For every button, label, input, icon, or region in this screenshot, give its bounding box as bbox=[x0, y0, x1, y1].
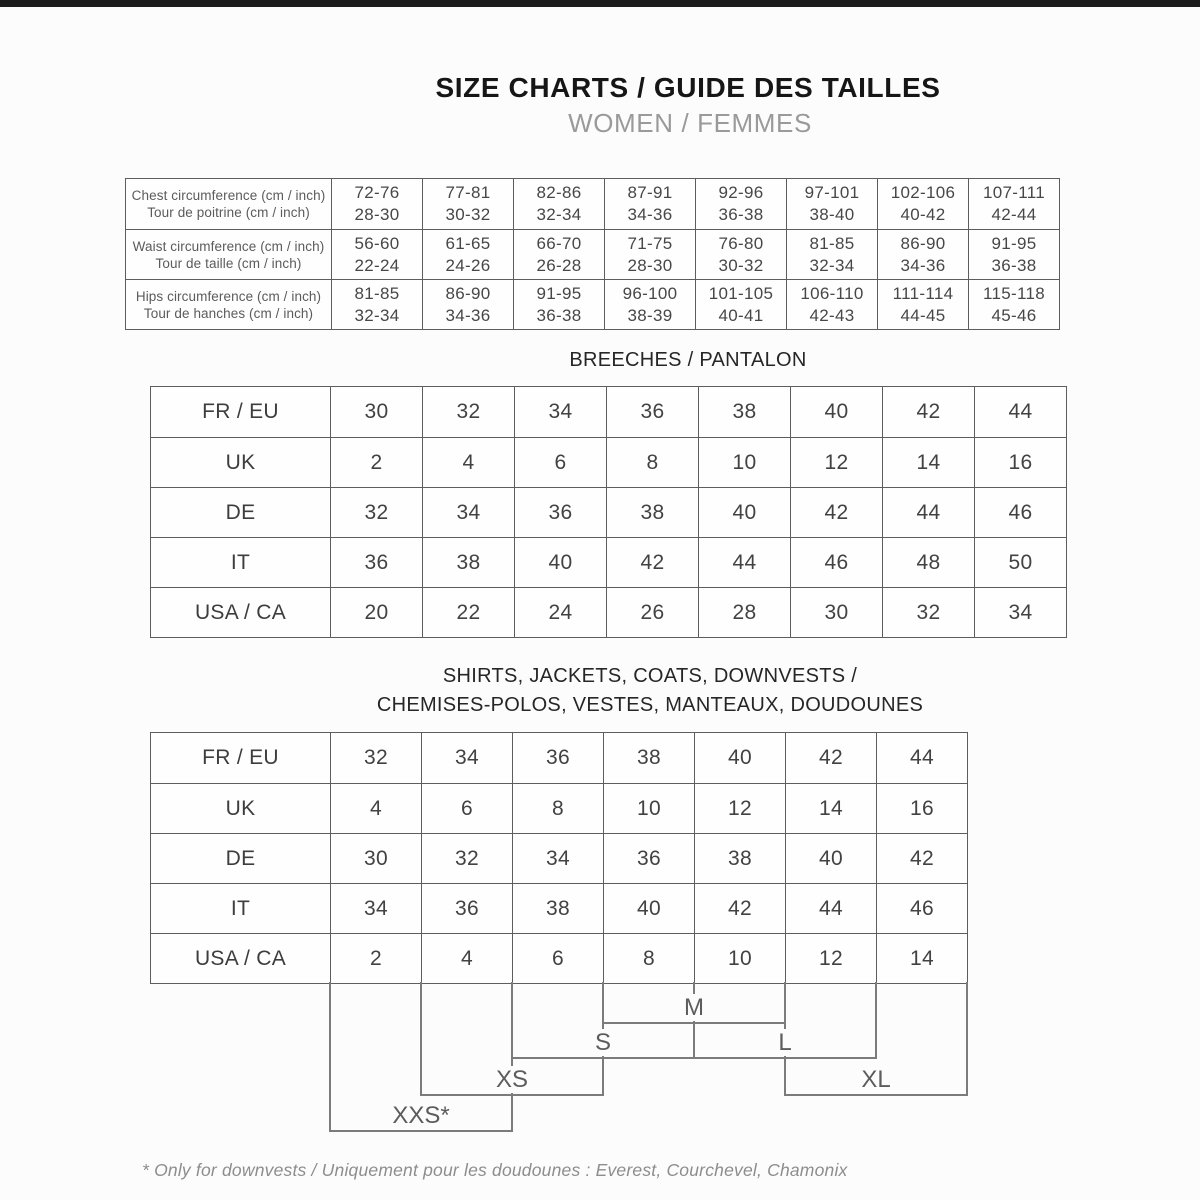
size-row-label bbox=[151, 437, 330, 487]
size-value-cell bbox=[876, 733, 967, 783]
size-row-label bbox=[151, 537, 330, 587]
measurement-label-fr: Tour de hanches (cm / inch) bbox=[143, 305, 314, 321]
range-cm: 66-70 bbox=[536, 233, 582, 253]
size-value-cell bbox=[512, 933, 603, 983]
size-value-cell bbox=[785, 883, 876, 933]
size-value-cell bbox=[514, 537, 606, 587]
size-value: 42 bbox=[916, 400, 941, 423]
size-value: 14 bbox=[819, 796, 843, 820]
measurement-row-label bbox=[126, 179, 331, 229]
range-cm: 101-105 bbox=[708, 283, 774, 303]
measurement-range-cell bbox=[422, 229, 513, 279]
size-value-cell bbox=[882, 437, 974, 487]
size-value-cell bbox=[422, 537, 514, 587]
size-value: 44 bbox=[732, 550, 757, 574]
range-inch: 42-43 bbox=[809, 305, 855, 325]
range-inch: 28-30 bbox=[354, 205, 400, 224]
size-value-cell bbox=[785, 833, 876, 883]
range-cm: 86-90 bbox=[445, 283, 491, 303]
size-value: 34 bbox=[456, 500, 481, 524]
size-value-cell bbox=[974, 587, 1066, 637]
size-value: 30 bbox=[364, 846, 388, 870]
range-cm: 86-90 bbox=[900, 233, 946, 253]
size-value: 8 bbox=[643, 946, 655, 970]
size-value: 32 bbox=[916, 600, 941, 624]
size-value-cell bbox=[785, 733, 876, 783]
measurement-range-cell bbox=[695, 229, 786, 279]
size-value-cell bbox=[974, 387, 1066, 437]
range-cm: 87-91 bbox=[627, 183, 673, 202]
size-value: 34 bbox=[455, 746, 479, 769]
size-value-cell bbox=[422, 587, 514, 637]
range-inch: 30-32 bbox=[718, 255, 764, 275]
range-inch: 24-26 bbox=[445, 255, 491, 275]
measurement-range-cell bbox=[877, 179, 968, 229]
range-cm: 96-100 bbox=[622, 283, 678, 303]
size-value: 46 bbox=[1008, 500, 1033, 524]
breeches-size-table bbox=[150, 386, 1067, 638]
range-cm: 82-86 bbox=[536, 183, 582, 202]
range-inch: 36-38 bbox=[718, 205, 764, 224]
range-inch: 28-30 bbox=[627, 255, 673, 275]
size-value: 38 bbox=[728, 846, 752, 870]
measurement-range-cell bbox=[331, 279, 422, 329]
size-value: 40 bbox=[819, 846, 843, 870]
size-value-cell bbox=[790, 437, 882, 487]
size-value-cell bbox=[698, 437, 790, 487]
range-cm: 81-85 bbox=[354, 283, 400, 303]
region-label: IT bbox=[230, 896, 251, 920]
size-value: 32 bbox=[455, 846, 479, 870]
size-value: 44 bbox=[916, 500, 941, 524]
size-value: 10 bbox=[637, 796, 661, 820]
bracket-drop-line bbox=[875, 982, 877, 1059]
size-value-cell bbox=[330, 783, 421, 833]
size-label-xl: XL bbox=[854, 1066, 897, 1093]
size-value-cell bbox=[421, 783, 512, 833]
size-label-xs: XS bbox=[489, 1066, 535, 1093]
size-row-label bbox=[151, 833, 330, 883]
measurement-range-cell bbox=[695, 179, 786, 229]
size-value-cell bbox=[512, 733, 603, 783]
measurement-label-fr: Tour de taille (cm / inch) bbox=[155, 255, 302, 271]
shirts-heading-line2: CHEMISES-POLOS, VESTES, MANTEAUX, DOUDOUNES bbox=[376, 694, 924, 716]
size-value-cell bbox=[606, 437, 698, 487]
size-value: 20 bbox=[364, 600, 389, 624]
measurement-row-label bbox=[126, 229, 331, 279]
size-value: 34 bbox=[548, 400, 573, 423]
size-value-cell bbox=[330, 933, 421, 983]
size-value: 6 bbox=[461, 796, 473, 820]
range-inch: 32-34 bbox=[809, 255, 855, 275]
range-cm: 91-95 bbox=[991, 233, 1037, 253]
measurement-range-cell bbox=[331, 229, 422, 279]
size-value: 24 bbox=[548, 600, 573, 624]
region-label: UK bbox=[225, 450, 256, 474]
size-value: 38 bbox=[732, 400, 757, 423]
size-value: 16 bbox=[910, 796, 934, 820]
region-label: FR / EU bbox=[202, 746, 279, 769]
size-value-cell bbox=[882, 487, 974, 537]
size-value: 36 bbox=[637, 846, 661, 870]
size-value: 44 bbox=[1008, 400, 1033, 423]
range-cm: 92-96 bbox=[718, 183, 764, 202]
size-value: 40 bbox=[548, 550, 573, 574]
range-cm: 77-81 bbox=[445, 183, 491, 202]
size-value: 6 bbox=[554, 450, 567, 474]
range-inch: 22-24 bbox=[354, 255, 400, 275]
size-value-cell bbox=[514, 437, 606, 487]
size-value-cell bbox=[790, 587, 882, 637]
measurement-range-cell bbox=[786, 179, 877, 229]
page-title: SIZE CHARTS / GUIDE DES TAILLES bbox=[435, 72, 941, 103]
size-value-cell bbox=[603, 933, 694, 983]
breeches-section-heading: BREECHES / PANTALON bbox=[569, 349, 807, 371]
measurement-range-cell bbox=[513, 229, 604, 279]
measurement-range-cell bbox=[968, 229, 1059, 279]
size-value-cell bbox=[606, 537, 698, 587]
size-value-cell bbox=[876, 783, 967, 833]
range-inch: 40-41 bbox=[718, 305, 764, 325]
size-value: 14 bbox=[910, 946, 934, 970]
measurement-range-cell bbox=[513, 279, 604, 329]
size-value-cell bbox=[603, 883, 694, 933]
size-value: 32 bbox=[364, 500, 389, 524]
size-value: 26 bbox=[640, 600, 665, 624]
size-value: 22 bbox=[456, 600, 481, 624]
size-row-label bbox=[151, 733, 330, 783]
size-value-cell bbox=[790, 387, 882, 437]
size-value: 4 bbox=[461, 946, 473, 970]
shirts-size-table bbox=[150, 732, 968, 984]
size-value: 10 bbox=[732, 450, 757, 474]
range-cm: 81-85 bbox=[809, 233, 855, 253]
size-value: 50 bbox=[1008, 550, 1033, 574]
size-row-label bbox=[151, 883, 330, 933]
size-value: 36 bbox=[640, 400, 665, 423]
size-value: 42 bbox=[819, 746, 843, 769]
size-value: 40 bbox=[824, 400, 849, 423]
size-value-cell bbox=[330, 537, 422, 587]
size-value: 36 bbox=[455, 896, 479, 920]
size-value-cell bbox=[330, 437, 422, 487]
size-row-label bbox=[151, 587, 330, 637]
measurement-range-cell bbox=[877, 229, 968, 279]
size-value: 4 bbox=[370, 796, 382, 820]
range-cm: 97-101 bbox=[804, 183, 860, 202]
measurement-row-label bbox=[126, 279, 331, 329]
size-label-l: L bbox=[771, 1029, 798, 1056]
size-value: 42 bbox=[728, 896, 752, 920]
size-value-cell bbox=[876, 833, 967, 883]
size-value: 2 bbox=[370, 946, 382, 970]
measurement-label-en: Chest circumference (cm / inch) bbox=[131, 188, 326, 203]
range-cm: 71-75 bbox=[627, 233, 673, 253]
range-cm: 72-76 bbox=[354, 183, 400, 202]
size-value: 34 bbox=[364, 896, 388, 920]
size-value-cell bbox=[421, 733, 512, 783]
size-value-cell bbox=[785, 783, 876, 833]
size-value-cell bbox=[330, 733, 421, 783]
size-value-cell bbox=[421, 833, 512, 883]
size-value-cell bbox=[512, 833, 603, 883]
size-value-cell bbox=[330, 587, 422, 637]
region-label: FR / EU bbox=[202, 400, 279, 423]
size-value-cell bbox=[790, 487, 882, 537]
size-value: 36 bbox=[546, 746, 570, 769]
size-value: 36 bbox=[548, 500, 573, 524]
size-label-s: S bbox=[588, 1029, 618, 1056]
range-inch: 34-36 bbox=[900, 255, 946, 275]
size-value-cell bbox=[698, 537, 790, 587]
bracket-span-line bbox=[693, 1057, 877, 1059]
size-value-cell bbox=[606, 387, 698, 437]
shirts-section-heading bbox=[377, 662, 923, 720]
measurement-range-cell bbox=[695, 279, 786, 329]
range-cm: 91-95 bbox=[536, 283, 582, 303]
size-value: 48 bbox=[916, 550, 941, 574]
range-inch: 40-42 bbox=[900, 205, 946, 224]
size-value: 38 bbox=[640, 500, 665, 524]
size-value: 30 bbox=[824, 600, 849, 624]
bracket-span-line bbox=[329, 1130, 513, 1132]
size-value-cell bbox=[882, 537, 974, 587]
size-value-cell bbox=[330, 833, 421, 883]
size-value-cell bbox=[606, 487, 698, 537]
shirts-heading-line1: SHIRTS, JACKETS, COATS, DOWNVESTS / bbox=[442, 665, 858, 687]
measurement-range-cell bbox=[968, 179, 1059, 229]
range-cm: 61-65 bbox=[445, 233, 491, 253]
size-value: 4 bbox=[462, 450, 475, 474]
size-value: 12 bbox=[819, 946, 843, 970]
size-value-cell bbox=[330, 487, 422, 537]
size-row-label bbox=[151, 387, 330, 437]
size-value-cell bbox=[514, 587, 606, 637]
range-cm: 76-80 bbox=[718, 233, 764, 253]
size-value: 12 bbox=[824, 450, 849, 474]
size-row-label bbox=[151, 933, 330, 983]
range-cm: 111-114 bbox=[892, 283, 954, 303]
measurement-label-en: Waist circumference (cm / inch) bbox=[132, 238, 325, 254]
bracket-span-line bbox=[784, 1094, 968, 1096]
range-inch: 36-38 bbox=[991, 255, 1037, 275]
size-value-cell bbox=[974, 487, 1066, 537]
range-cm: 56-60 bbox=[354, 233, 400, 253]
size-value-cell bbox=[330, 387, 422, 437]
range-inch: 26-28 bbox=[536, 255, 582, 275]
range-inch: 30-32 bbox=[445, 205, 491, 224]
size-value-cell bbox=[876, 883, 967, 933]
region-label: DE bbox=[225, 846, 256, 870]
size-value: 40 bbox=[637, 896, 661, 920]
size-value: 40 bbox=[732, 500, 757, 524]
page-subtitle: WOMEN / FEMMES bbox=[568, 108, 812, 138]
measurement-range-cell bbox=[422, 179, 513, 229]
footnote: * Only for downvests / Uniquement pour les doudounes : Everest, Courchevel, Chamonix bbox=[142, 1160, 848, 1180]
size-value-cell bbox=[330, 883, 421, 933]
region-label: DE bbox=[225, 500, 256, 524]
size-value: 28 bbox=[732, 600, 757, 624]
region-label: UK bbox=[225, 796, 256, 820]
range-inch: 44-45 bbox=[900, 305, 946, 325]
size-value: 2 bbox=[370, 450, 383, 474]
measurement-range-cell bbox=[968, 279, 1059, 329]
size-label-m: M bbox=[677, 994, 711, 1021]
size-value: 38 bbox=[456, 550, 481, 574]
size-value: 34 bbox=[1008, 600, 1033, 624]
size-value: 16 bbox=[1008, 450, 1033, 474]
size-value-cell bbox=[603, 733, 694, 783]
size-label-xxs: XXS* bbox=[385, 1102, 456, 1129]
size-value-cell bbox=[606, 587, 698, 637]
size-value-cell bbox=[694, 933, 785, 983]
size-value: 30 bbox=[364, 400, 389, 423]
size-value-cell bbox=[512, 783, 603, 833]
size-value: 6 bbox=[552, 946, 564, 970]
measurement-table bbox=[125, 178, 1060, 330]
size-value: 34 bbox=[546, 846, 570, 870]
range-inch: 45-46 bbox=[991, 305, 1037, 325]
size-value-cell bbox=[694, 833, 785, 883]
bracket-drop-line bbox=[329, 982, 331, 1132]
measurement-label-en: Hips circumference (cm / inch) bbox=[135, 288, 322, 304]
size-value-cell bbox=[974, 537, 1066, 587]
size-value: 40 bbox=[728, 746, 752, 769]
range-inch: 32-34 bbox=[354, 305, 400, 325]
measurement-range-cell bbox=[331, 179, 422, 229]
size-value: 42 bbox=[910, 846, 934, 870]
size-value-cell bbox=[694, 733, 785, 783]
size-value: 32 bbox=[456, 400, 481, 423]
size-value: 42 bbox=[640, 550, 665, 574]
size-value-cell bbox=[790, 537, 882, 587]
size-value: 46 bbox=[910, 896, 934, 920]
region-label: IT bbox=[230, 550, 251, 574]
size-value: 42 bbox=[824, 500, 849, 524]
measurement-range-cell bbox=[604, 179, 695, 229]
size-value-cell bbox=[422, 387, 514, 437]
size-row-label bbox=[151, 487, 330, 537]
measurement-range-cell bbox=[786, 229, 877, 279]
range-inch: 32-34 bbox=[536, 205, 582, 224]
range-inch: 42-44 bbox=[991, 205, 1037, 224]
range-inch: 36-38 bbox=[536, 305, 582, 325]
size-value: 44 bbox=[819, 896, 843, 920]
range-cm: 107-111 bbox=[983, 183, 1045, 202]
range-inch: 34-36 bbox=[445, 305, 491, 325]
size-value-cell bbox=[421, 883, 512, 933]
measurement-range-cell bbox=[513, 179, 604, 229]
measurement-range-cell bbox=[604, 229, 695, 279]
size-value-cell bbox=[421, 933, 512, 983]
range-cm: 115-118 bbox=[983, 283, 1045, 303]
bracket-drop-line bbox=[966, 982, 968, 1096]
range-inch: 38-39 bbox=[627, 305, 673, 325]
size-value-cell bbox=[876, 933, 967, 983]
region-label: USA / CA bbox=[194, 600, 287, 624]
range-cm: 106-110 bbox=[800, 283, 864, 303]
size-value-cell bbox=[603, 833, 694, 883]
size-value: 32 bbox=[364, 746, 388, 769]
size-value: 38 bbox=[637, 746, 661, 769]
size-value: 10 bbox=[728, 946, 752, 970]
size-value: 46 bbox=[824, 550, 849, 574]
range-inch: 38-40 bbox=[809, 205, 855, 224]
bracket-span-line bbox=[420, 1094, 604, 1096]
size-value: 36 bbox=[364, 550, 389, 574]
bracket-span-line bbox=[511, 1057, 695, 1059]
size-value: 44 bbox=[910, 746, 934, 769]
size-row-label bbox=[151, 783, 330, 833]
size-value-cell bbox=[694, 783, 785, 833]
measurement-range-cell bbox=[604, 279, 695, 329]
range-cm: 102-106 bbox=[890, 183, 956, 202]
size-value-cell bbox=[512, 883, 603, 933]
bracket-drop-line bbox=[420, 982, 422, 1096]
range-inch: 34-36 bbox=[627, 205, 673, 224]
size-value-cell bbox=[882, 387, 974, 437]
size-value-cell bbox=[514, 387, 606, 437]
size-value-cell bbox=[694, 883, 785, 933]
size-value: 8 bbox=[552, 796, 564, 820]
size-value: 14 bbox=[916, 450, 941, 474]
size-value-cell bbox=[514, 487, 606, 537]
size-value-cell bbox=[603, 783, 694, 833]
size-value: 8 bbox=[646, 450, 659, 474]
size-value-cell bbox=[422, 487, 514, 537]
measurement-range-cell bbox=[422, 279, 513, 329]
size-value-cell bbox=[698, 487, 790, 537]
size-value: 38 bbox=[546, 896, 570, 920]
region-label: USA / CA bbox=[194, 946, 287, 970]
size-value-cell bbox=[882, 587, 974, 637]
size-value-cell bbox=[698, 587, 790, 637]
measurement-label-fr: Tour de poitrine (cm / inch) bbox=[147, 205, 310, 220]
size-value-cell bbox=[698, 387, 790, 437]
size-value-cell bbox=[974, 437, 1066, 487]
top-edge-bar bbox=[0, 0, 1200, 7]
measurement-range-cell bbox=[877, 279, 968, 329]
bracket-span-line bbox=[602, 1022, 786, 1024]
measurement-range-cell bbox=[786, 279, 877, 329]
size-value: 12 bbox=[728, 796, 752, 820]
size-value-cell bbox=[785, 933, 876, 983]
size-value-cell bbox=[422, 437, 514, 487]
